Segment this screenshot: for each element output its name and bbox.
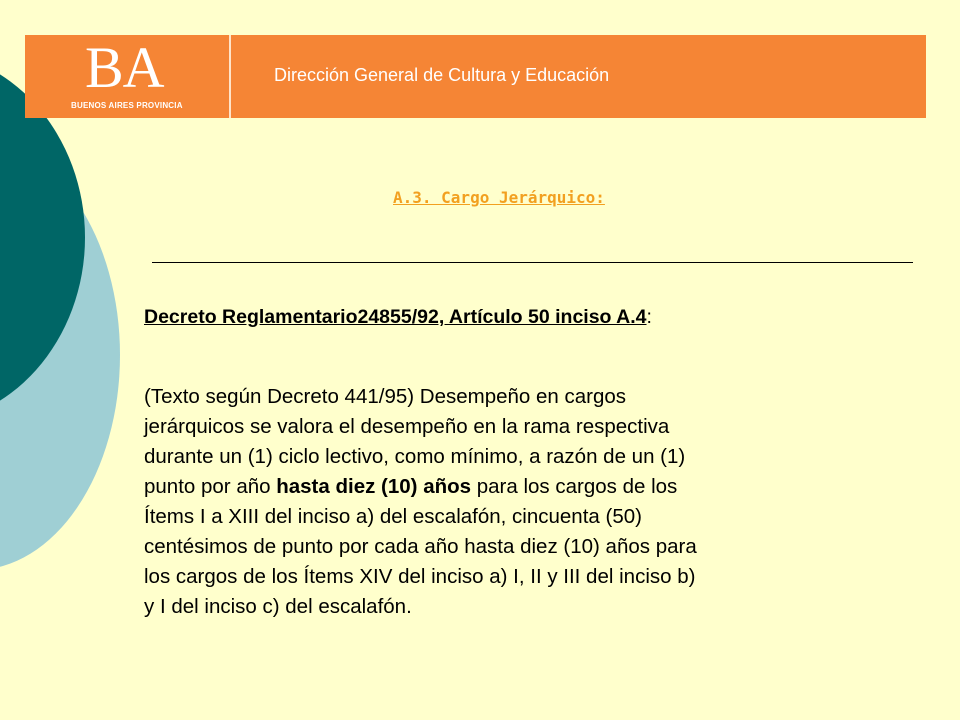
logo-text: BA [85,35,164,100]
organization-title: Dirección General de Cultura y Educación [274,65,610,85]
body-paragraph [144,382,884,622]
body-line-pre: punto por año [144,475,277,498]
decree-reference [144,306,652,329]
logo-subtitle: BUENOS AIRES PROVINCIA [71,101,183,110]
section-heading: A.3. Cargo Jerárquico: [393,188,605,207]
body-line: Ítems I a XIII del inciso a) del escalafón, cincuenta (50) [144,505,642,528]
body-line: jerárquicos se valora el desempeño en la rama respectiva [144,415,670,438]
header-banner [25,35,926,118]
body-line [144,472,884,502]
decree-title: Decreto Reglamentario24855/92, Artículo 50 inciso A.4 [144,306,647,328]
banner-divider [229,35,231,118]
decree-suffix: : [646,306,652,328]
body-line: durante un (1) ciclo lectivo, como mínimo, a razón de un (1) [144,445,686,468]
ba-logo [25,35,228,118]
body-line: centésimos de punto por cada año hasta diez (10) años para [144,535,697,558]
body-line: y I del inciso c) del escalafón. [144,595,412,618]
horizontal-divider [152,262,913,263]
body-line-bold: hasta diez (10) años [276,475,472,498]
body-line: los cargos de los Ítems XIV del inciso a) I, II y III del inciso b) [144,565,696,588]
body-line-post: para los cargos de los [471,475,678,498]
body-line: (Texto según Decreto 441/95) Desempeño en cargos [144,385,627,408]
